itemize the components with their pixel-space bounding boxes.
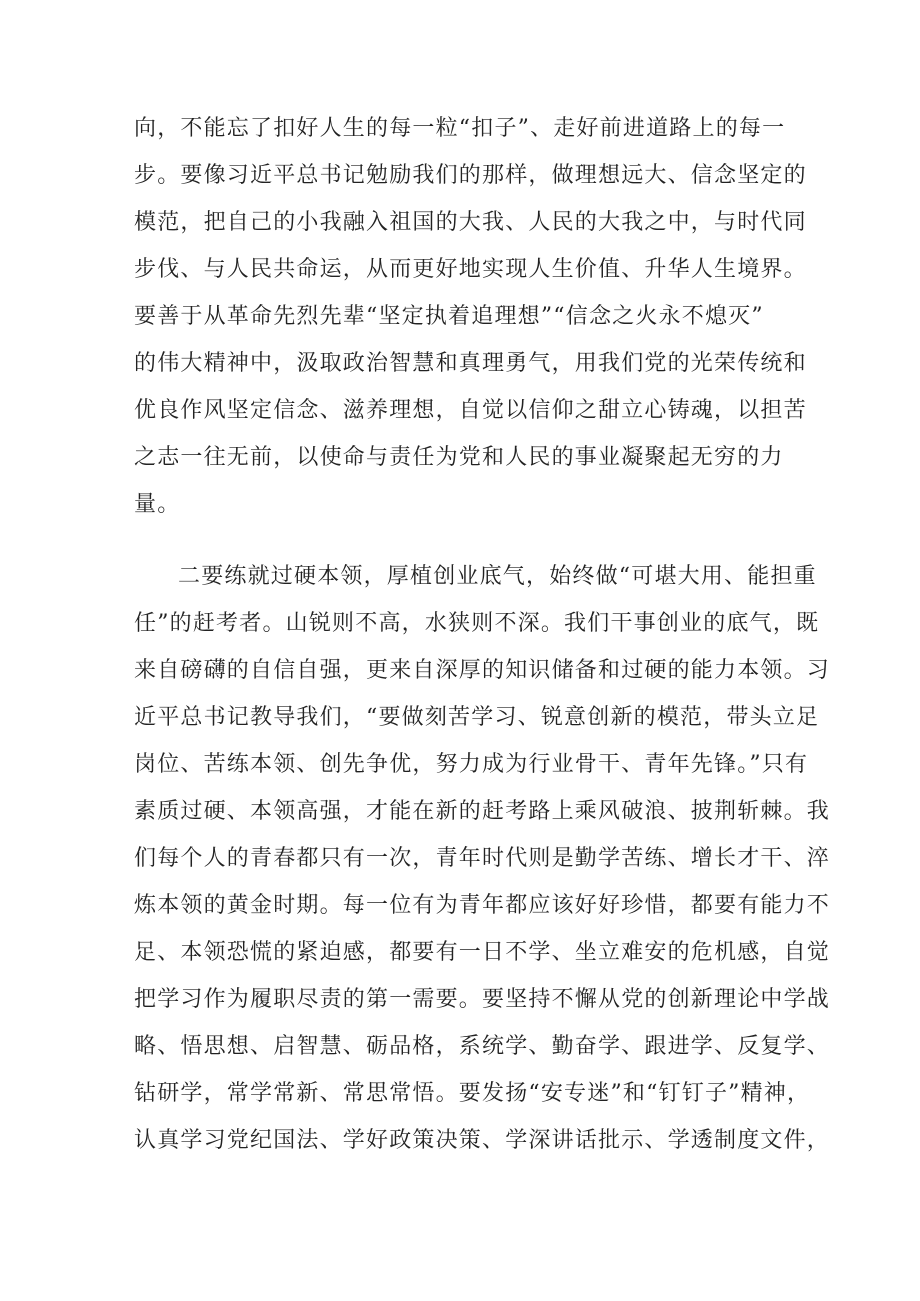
text-line: 向，不能忘了扣好人生的每一粒“扣子”、走好前进道路上的每一 <box>134 116 786 141</box>
text-line: 来自磅礴的自信自强，更来自深厚的知识储备和过硬的能力本领。习 <box>134 658 831 683</box>
text-line: 认真学习党纪国法、学好政策决策、学深讲话批示、学透制度文件， <box>134 1128 831 1153</box>
text-line: 足、本领恐慌的紧迫感，都要有一日不学、坐立难安的危机感，自觉 <box>134 940 831 965</box>
text-line: 步。要像习近平总书记勉励我们的那样，做理想远大、信念坚定的 <box>134 163 807 188</box>
text-line: 优良作风坚定信念、滋养理想，自觉以信仰之甜立心铸魂，以担苦 <box>134 398 807 423</box>
text-line: 钻研学，常学常新、常思常悟。要发扬“安专迷”和“钉钉子”精神， <box>134 1081 811 1106</box>
text-line: 二要练就过硬本领，厚植创业底气，始终做“可堪大用、能担重 <box>178 564 817 589</box>
text-line: 的伟大精神中，汲取政治智慧和真理勇气，用我们党的光荣传统和 <box>134 351 807 376</box>
text-line: 们每个人的青春都只有一次，青年时代则是勤学苦练、增长才干、淬 <box>134 846 831 871</box>
text-line: 素质过硬、本领高强，才能在新的赶考路上乘风破浪、披荆斩棘。我 <box>134 799 831 824</box>
text-line: 模范，把自己的小我融入祖国的大我、人民的大我之中，与时代同 <box>134 210 807 235</box>
text-line: 要善于从革命先烈先辈“坚定执着追理想”“信念之火永不熄灭” <box>134 304 764 329</box>
text-line: 量。 <box>134 492 181 517</box>
text-line: 之志一往无前，以使命与责任为党和人民的事业凝聚起无穷的力 <box>134 445 784 470</box>
text-line: 步伐、与人民共命运，从而更好地实现人生价值、升华人生境界。 <box>134 257 807 282</box>
text-line: 任”的赶考者。山锐则不高，水狭则不深。我们干事创业的底气，既 <box>134 611 820 636</box>
text-line: 近平总书记教导我们，“要做刻苦学习、锐意创新的模范，带头立足 <box>134 705 820 730</box>
text-line: 把学习作为履职尽责的第一需要。要坚持不懈从党的创新理论中学战 <box>134 987 831 1012</box>
text-line: 岗位、苦练本领、创先争优，努力成为行业骨干、青年先锋。”只有 <box>134 752 809 777</box>
text-line: 炼本领的黄金时期。每一位有为青年都应该好好珍惜，都要有能力不 <box>134 893 831 918</box>
text-line: 略、悟思想、启智慧、砺品格，系统学、勤奋学、跟进学、反复学、 <box>134 1034 831 1059</box>
